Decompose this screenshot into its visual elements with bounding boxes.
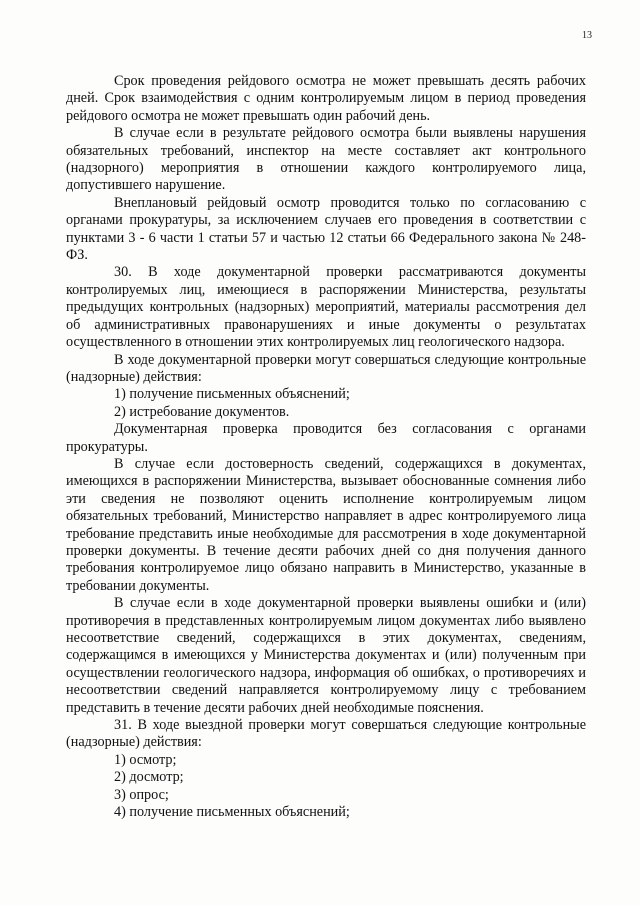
list-item: 1) осмотр;: [114, 751, 177, 768]
paragraph-doc-errors: В случае если в ходе документарной проверки выявлены ошибки и (или) противоречия в представленных контролируемым лицом документах либо выявлено несоответствие сведений, содержащихся в этих документах, сведениям, содержащимся в имеющихся у Министерства документах и (или) полученным при осуществлении геологического надзора, информация об ошибках, о противоречиях и несоответствии сведений направляется контролируемому лицу с требованием представить в течение десяти рабочих дней необходимые пояснения.: [66, 595, 586, 716]
paragraph-item-30: 30. В ходе документарной проверки рассматриваются документы контролируемых лиц, имеющиеся в распоряжении Министерства, результаты предыдущих контрольных (надзорных) мероприятий, материалы рассмотрения дел об административных правонарушениях и иные документы о результатах осуществленного в отношении этих контролируемых лиц геологического надзора.: [66, 264, 586, 351]
paragraph-raid-violations: В случае если в результате рейдового осмотра были выявлены нарушения обязательных требований, инспектор на месте составляет акт контрольного (надзорного) мероприятия в отношении каждого контролируемого лица, допустившего нарушение.: [66, 125, 586, 194]
paragraph-unscheduled-raid: Внеплановый рейдовый осмотр проводится только по согласованию с органами прокуратуры, за исключением случаев его проведения в соответствии с пунктами 3 - 6 части 1 статьи 57 и частью 12 статьи 66 Федерального закона № 248-ФЗ.: [66, 194, 586, 264]
paragraph-item-31: 31. В ходе выездной проверки могут совершаться следующие контрольные (надзорные) действия:: [66, 717, 586, 751]
paragraph-doc-request: В случае если достоверность сведений, содержащихся в документах, имеющихся в распоряжении Министерства, вызывает обоснованные сомнения либо эти сведения не позволяют оценить исполнение контролируемым лицом обязательных требований, Министерство направляет в адрес контролируемого лица требование представить иные необходимые для рассмотрения в ходе документарной проверки документы. В течение десяти рабочих дней со дня получения данного требования контролируемое лицо обязано направить в Министерство, указанные в требовании документы.: [66, 455, 586, 594]
paragraph-doc-check-actions: В ходе документарной проверки могут совершаться следующие контрольные (надзорные) действия:: [66, 351, 586, 385]
list-item: 4) получение письменных объяснений;: [114, 804, 350, 821]
list-item: 2) досмотр;: [114, 769, 184, 786]
list-item: 2) истребование документов.: [114, 403, 290, 420]
list-item: 1) получение письменных объяснений;: [114, 386, 350, 403]
page-number: 13: [582, 30, 592, 41]
list-item: 3) опрос;: [114, 786, 169, 803]
document-body: [66, 73, 586, 821]
paragraph-doc-check-no-approval: Документарная проверка проводится без согласования с органами прокуратуры.: [66, 421, 586, 455]
paragraph-raid-duration: Срок проведения рейдового осмотра не может превышать десять рабочих дней. Срок взаимодействия с одним контролируемым лицом в период проведения рейдового осмотра не может превышать один рабочий день.: [66, 73, 586, 124]
